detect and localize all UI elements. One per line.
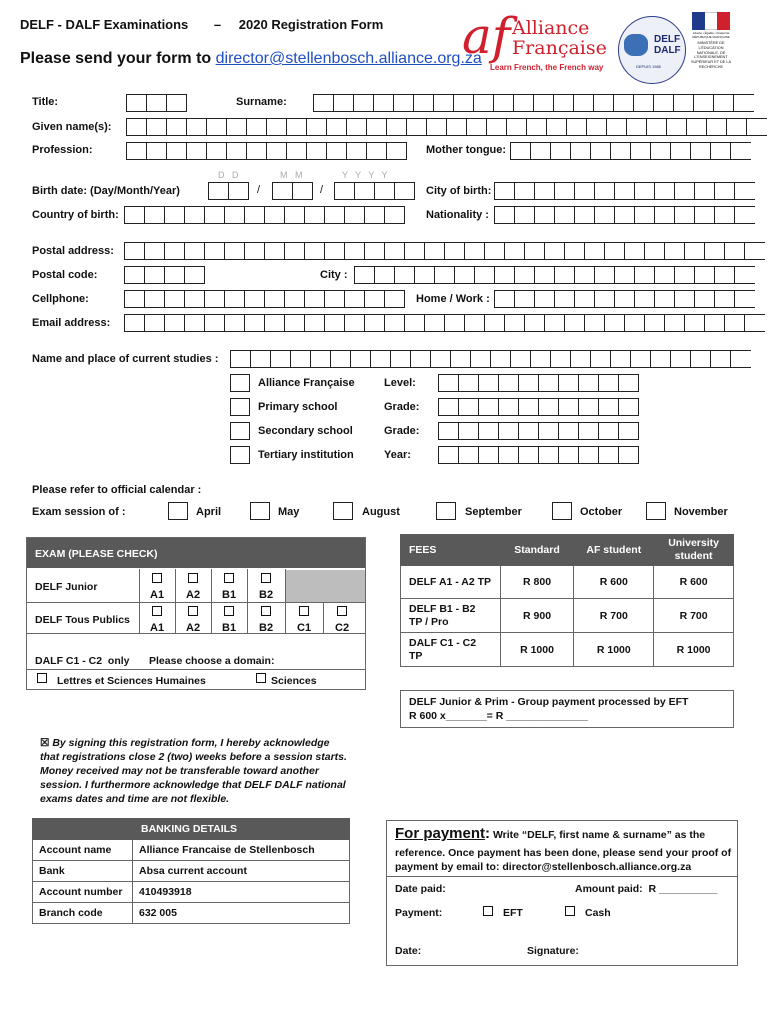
home-work-input[interactable] [494,290,755,308]
tous-b1-checkbox[interactable] [224,606,234,616]
city-input[interactable] [354,266,755,284]
year-hint: Y Y Y Y [342,170,388,180]
standard-header: Standard [500,535,574,566]
august-checkbox[interactable] [333,502,353,520]
postal-address-label: Postal address: [32,245,114,257]
postal-code-input[interactable] [124,266,205,284]
home-work-label: Home / Work : [416,293,490,305]
grade-label: Grade: [384,425,420,437]
date-label: Date: [395,945,422,957]
delf-tous-publics-label: DELF Tous Publics [35,614,130,626]
university-student-header: University student [654,535,734,566]
given-names-label: Given name(s): [32,121,112,133]
birth-date-label: Birth date: (Day/Month/Year) [32,185,180,197]
junior-a1-checkbox[interactable] [152,573,162,583]
surname-label: Surname: [236,96,287,108]
tous-b2-checkbox[interactable] [261,606,271,616]
signature-label: Signature: [527,945,579,957]
mother-tongue-input[interactable] [510,142,751,160]
year-input[interactable] [438,446,639,464]
level-label: C1 [297,622,312,634]
profession-input[interactable] [126,142,407,160]
title-input[interactable] [126,94,187,112]
month-label: August [362,506,400,518]
date-slash: / [257,184,261,196]
level-label: Level: [384,377,416,389]
fees-header: FEES [401,535,501,566]
may-checkbox[interactable] [250,502,270,520]
april-checkbox[interactable] [168,502,188,520]
amount-paid-label: Amount paid: R __________ [575,883,718,895]
grade-label: Grade: [384,401,420,413]
cash-checkbox[interactable] [565,906,575,916]
primary-grade-input[interactable] [438,398,639,416]
tous-a1-checkbox[interactable] [152,606,162,616]
send-instruction: Please send your form to director@stellenbosch.alliance.org.za [20,50,482,67]
eft-checkbox[interactable] [483,906,493,916]
table-row: Branch code 632 005 [33,903,350,924]
junior-b2-checkbox[interactable] [261,573,271,583]
cash-label: Cash [585,907,611,919]
junior-b1-checkbox[interactable] [224,573,234,583]
city-label: City : [320,269,348,281]
delf-dalf-seal: DELF DALF DEPUIS 1985 [614,14,690,76]
level-label: B2 [259,589,274,601]
banking-header: BANKING DETAILS [133,819,350,840]
country-of-birth-input[interactable] [124,206,405,224]
group-payment-box: DELF Junior & Prim - Group payment processed by EFT R 600 x_______= R ______________ [400,690,734,728]
day-hint: D D [218,170,239,180]
banking-table [32,818,350,924]
level-label: C2 [335,622,350,634]
year-label: Year: [384,449,411,461]
table-row: DELF A1 - A2 TP R 800 R 600 R 600 [401,566,734,599]
tous-c2-checkbox[interactable] [337,606,347,616]
month-label: October [580,506,623,518]
payment-email: payment by email to: director@stellenbosch.alliance.org.za [395,861,692,873]
nationality-input[interactable] [494,206,755,224]
postal-address-input[interactable] [124,242,765,260]
birth-day-input[interactable] [208,182,249,200]
payment-title: For payment [395,825,486,842]
payment-box: For payment: Write “DELF, first name & surname” as the reference. Once payment has been done, please send your proof of payment by email to: director@stellenbosch.alliance.org.za Date paid: Amount paid: R __________ Payment: EFT Cash Date: Signature: [386,820,738,966]
city-of-birth-label: City of birth: [426,185,492,197]
email-label: Email address: [32,317,111,329]
country-of-birth-label: Country of birth: [32,209,119,221]
level-label: B2 [259,622,274,634]
checked-box-icon[interactable]: ☒ [40,737,50,749]
study-option-label: Tertiary institution [258,449,354,461]
cellphone-input[interactable] [124,290,405,308]
study-option-label: Alliance Française [258,377,355,389]
surname-input[interactable] [313,94,754,112]
ministry-logo: Liberté • Égalité • Fraternité RÉPUBLIQUE FRANÇAISE MINISTÈRE DE L'ÉDUCATION NATIONALE, DE L'ENSEIGNEMENT SUPÉRIEUR ET DE LA RECHERCHE [690,12,732,76]
cellphone-label: Cellphone: [32,293,89,305]
delf-junior-label: DELF Junior [35,581,98,593]
table-row: DELF B1 - B2 TP / Pro R 900 R 700 R 700 [401,599,734,633]
studies-input[interactable] [230,350,751,368]
postal-code-label: Postal code: [32,269,98,281]
month-hint: M M [280,170,303,180]
studies-label: Name and place of current studies : [32,353,219,365]
lettres-checkbox[interactable] [37,673,47,683]
city-of-birth-input[interactable] [494,182,755,200]
level-label: A2 [186,622,201,634]
primary-school-checkbox[interactable] [230,398,250,416]
acknowledgement-text: ☒ By signing this registration form, I hereby acknowledge that registrations close 2 (two) weeks before a session starts. Money received may not be transferable toward another session. I furthermore acknowledge that DELF DALF national exams dates and time are not flexible. [40,737,347,805]
level-label: A1 [150,622,165,634]
dalf-label: DALF C1 - C2 only [35,655,130,667]
junior-a2-checkbox[interactable] [188,573,198,583]
table-row: Account number 410493918 [33,882,350,903]
exam-title: DELF - DALF Examinations – 2020 Registration Form [20,17,384,32]
title-label: Title: [32,96,59,108]
tous-c1-checkbox[interactable] [299,606,309,616]
table-row: Bank Absa current account [33,861,350,882]
september-checkbox[interactable] [436,502,456,520]
secondary-grade-input[interactable] [438,422,639,440]
level-label: B1 [222,589,237,601]
exam-table [26,537,366,690]
tous-a2-checkbox[interactable] [188,606,198,616]
october-checkbox[interactable] [552,502,572,520]
french-flag-icon [692,12,730,30]
nationality-label: Nationality : [426,209,489,221]
table-row: DALF C1 - C2 TP R 1000 R 1000 R 1000 [401,633,734,667]
level-label: A1 [150,589,165,601]
table-row: Account name Alliance Francaise de Stellenbosch [33,840,350,861]
given-names-input[interactable] [126,118,767,136]
month-label: May [278,506,300,518]
study-option-label: Secondary school [258,425,353,437]
level-label: A2 [186,589,201,601]
email-input[interactable] [124,314,765,332]
level-label: B1 [222,622,237,634]
november-checkbox[interactable] [646,502,666,520]
eft-label: EFT [503,907,523,919]
date-paid-label: Date paid: [395,883,446,895]
choose-domain-label: Please choose a domain: [149,655,275,667]
payment-method-label: Payment: [395,907,443,919]
birth-year-input[interactable] [334,182,415,200]
profession-label: Profession: [32,144,93,156]
birth-month-input[interactable] [272,182,313,200]
email-link[interactable]: director@stellenbosch.alliance.org.za [215,50,482,67]
payment-instructions: reference. Once payment has been done, please send your proof of [395,847,732,859]
alliance-francaise-logo: af Alliance Française Learn French, the French way [462,7,607,72]
month-label: April [196,506,222,518]
date-slash: / [320,184,324,196]
calendar-note: Please refer to official calendar : [32,484,202,496]
month-label: September [465,506,522,518]
month-label: November [674,506,728,518]
sciences-checkbox[interactable] [256,673,266,683]
domain-label: Sciences [271,675,317,687]
level-input[interactable] [438,374,639,392]
alliance-francaise-checkbox[interactable] [230,374,250,392]
exam-session-label: Exam session of : [32,506,126,518]
fees-table [400,534,734,667]
mother-tongue-label: Mother tongue: [426,144,507,156]
secondary-school-checkbox[interactable] [230,422,250,440]
tertiary-institution-checkbox[interactable] [230,446,250,464]
af-student-header: AF student [574,535,654,566]
exam-table-header: EXAM (PLEASE CHECK) [27,538,365,568]
study-option-label: Primary school [258,401,338,413]
domain-label: Lettres et Sciences Humaines [57,675,206,687]
